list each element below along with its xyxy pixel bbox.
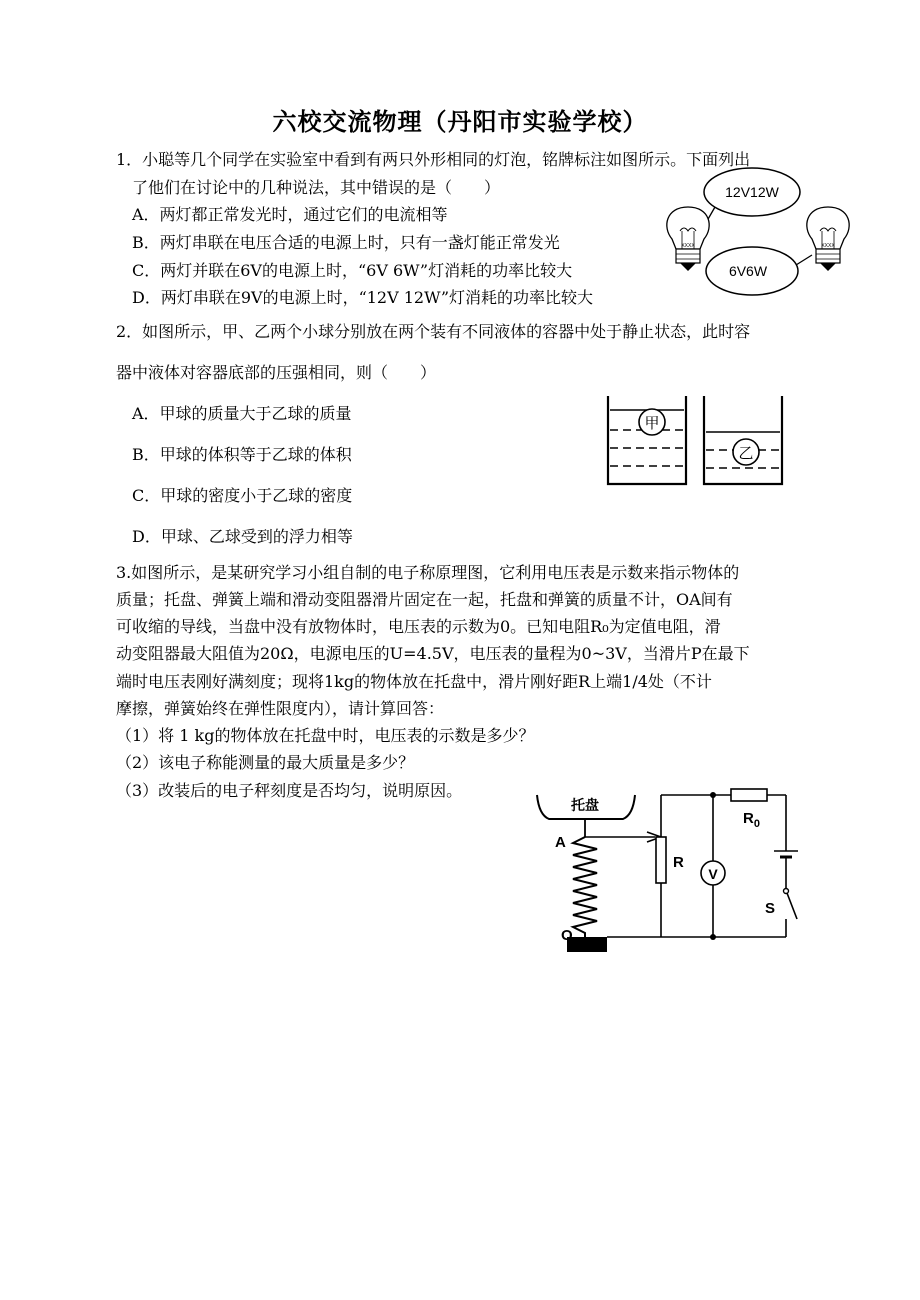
q2-stem-line-1: 2．如图所示，甲、乙两个小球分别放在两个装有不同液体的容器中处于静止状态，此时容: [116, 322, 751, 341]
point-o-label: O: [561, 927, 573, 944]
resistor-r0: [731, 789, 767, 801]
bulb-right-icon: [807, 207, 849, 271]
q2-option-b: B．甲球的体积等于乙球的体积: [132, 445, 352, 464]
switch-label: S: [765, 900, 776, 917]
q3-line-6: 摩擦，弹簧始终在弹性限度内），请计算回答：: [116, 699, 445, 718]
container-jia: [608, 396, 686, 484]
q2-option-c: C．甲球的密度小于乙球的密度: [132, 486, 353, 505]
q3-line-1: 3.如图所示，是某研究学习小组自制的电子称原理图，它利用电压表是示数来指示物体的: [116, 563, 740, 582]
bulb-label-6v6w: 6V6W: [728, 263, 768, 279]
q3-line-3: 可收缩的导线，当盘中没有放物体时，电压表的示数为0。已知电阻R₀为定值电阻，滑: [116, 617, 721, 636]
switch-icon: [787, 893, 797, 919]
q3-line-4: 动变阻器最大阻值为20Ω，电源电压的U=4.5V，电压表的量程为0~3V，当滑片P在最下: [116, 644, 750, 663]
q1-option-b: B．两灯串联在电压合适的电源上时，只有一盏灯能正常发光: [132, 233, 560, 252]
bulb-right-marking: XXXX: [821, 243, 835, 249]
spring: [573, 837, 597, 937]
rheostat-label: R: [673, 854, 684, 871]
q3-line-5: 端时电压表刚好满刻度；现将1kg的物体放在托盘中，滑片刚好距R上端1/4处（不计: [116, 672, 712, 691]
point-a-label: A: [555, 834, 566, 851]
rheostat-r: [656, 837, 666, 883]
bulb-label-12v12w: 12V12W: [725, 184, 779, 200]
bulb-left-marking: XXXX: [681, 243, 695, 249]
ball-yi-label: 乙: [738, 445, 754, 462]
tray-label: 托盘: [571, 797, 599, 813]
scale-circuit-figure: [535, 785, 810, 960]
q3-line-2: 质量；托盘、弹簧上端和滑动变阻器滑片固定在一起，托盘和弹簧的质量不计，OA间有: [116, 590, 733, 609]
q3-sub-1: （1）将 1 kg的物体放在托盘中时，电压表的示数是多少？: [116, 726, 535, 745]
q3-sub-3: （3）改装后的电子秤刻度是否均匀，说明原因。: [116, 781, 463, 800]
bulb-left-icon: [667, 207, 709, 271]
voltmeter-label: V: [708, 866, 718, 882]
q2-option-d: D．甲球、乙球受到的浮力相等: [132, 527, 353, 546]
q1-option-a: A．两灯都正常发光时，通过它们的电流相等: [132, 205, 448, 224]
q1-stem-line-1: 1．小聪等几个同学在实验室中看到有两只外形相同的灯泡，铭牌标注如图所示。下面列出: [116, 150, 751, 169]
resistor-r0-label: $R_0$: [743, 810, 760, 830]
page-title: 六校交流物理（丹阳市实验学校）: [272, 107, 648, 136]
q2-option-a: A．甲球的质量大于乙球的质量: [132, 404, 352, 423]
container-yi: [704, 396, 782, 484]
ball-jia-label: 甲: [644, 415, 660, 432]
q1-option-c: C．两灯并联在6V的电源上时，“6V 6W”灯消耗的功率比较大: [132, 261, 573, 280]
q2-stem-line-2: 器中液体对容器底部的压强相同，则（ ）: [116, 363, 437, 382]
q1-option-d: D．两灯串联在9V的电源上时，“12V 12W”灯消耗的功率比较大: [132, 288, 594, 307]
bulbs-figure: [660, 165, 860, 305]
q1-stem-line-2: 了他们在讨论中的几种说法，其中错误的是（ ）: [132, 178, 501, 197]
containers-figure: [600, 392, 790, 492]
q3-sub-2: （2）该电子称能测量的最大质量是多少？: [116, 753, 415, 772]
